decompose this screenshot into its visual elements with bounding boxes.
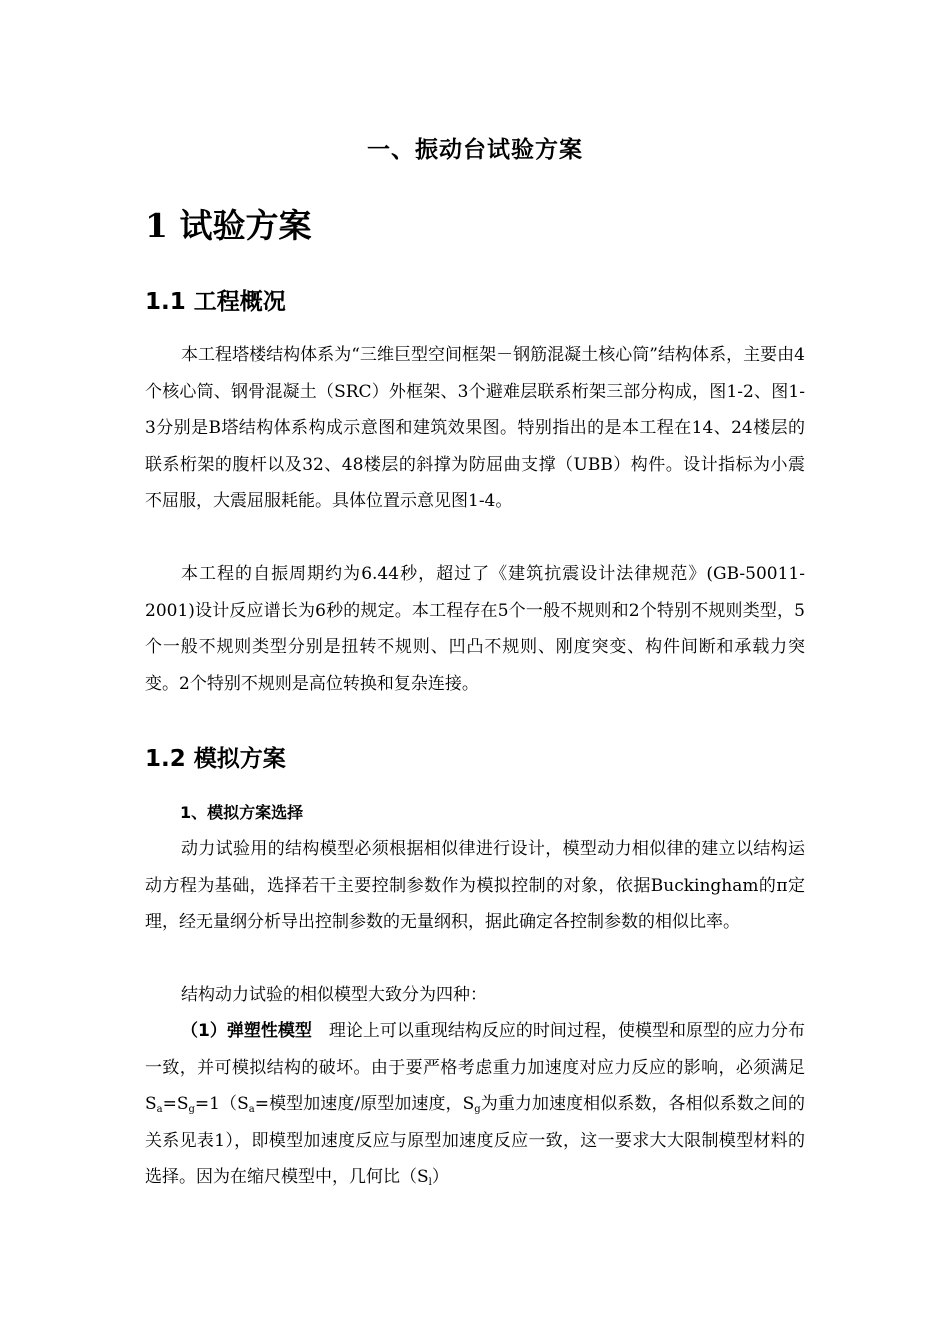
text-run-1: 理论上可以重现结构反应的时间过程，使模型和原型的应力分布一致，并可模拟结构的破坏。由于要严格考虑重力加速度对应力反应的影响，必须满足 (145, 1021, 805, 1078)
text-run-3: =模型加速度/原型加速度，S (254, 1094, 475, 1114)
text-run-5: ） (431, 1167, 449, 1187)
section-heading-1-2: 1.2 模拟方案 (145, 746, 286, 772)
subscript-a: a (156, 1104, 163, 1115)
paragraph-elastoplastic-model (145, 1013, 805, 1196)
paragraph-model-types: 结构动力试验的相似模型大致分为四种： (181, 985, 487, 1005)
subscript-g: g (188, 1104, 195, 1115)
subscript-l: l (428, 1177, 432, 1188)
section-heading-1-1: 1.1 工程概况 (145, 289, 286, 315)
elastoplastic-model-label: （1）弹塑性模型 (181, 1021, 312, 1041)
text-run-2: =1（S (194, 1094, 249, 1114)
subsection-heading: 1、模拟方案选择 (180, 803, 304, 822)
subscript-g-2: g (474, 1104, 481, 1115)
symbol-s: S (145, 1094, 157, 1114)
text-run-4: 为重力加速度相似系数，各相似系数之间的关系见表1），即模型加速度反应与原型加速度反应一致，这一要求大大限制模型材料的选择。因为在缩尺模型中，几何比（S (145, 1094, 806, 1187)
paragraph-overview-1: 本工程塔楼结构体系为“三维巨型空间框架－钢筋混凝土核心筒”结构体系，主要由4个核心筒、钢骨混凝土（SRC）外框架、3个避难层联系桁架三部分构成，图1-2、图1-3分别是B塔结构体系构成示意图和建筑效果图。特别指出的是本工程在14、24楼层的联系桁架的腹杆以及32、48楼层的斜撑为防屈曲支撑（UBB）构件。设计指标为小震不屈服，大震屈服耗能。具体位置示意见图1-4。 (145, 345, 805, 511)
subscript-a-2: a (248, 1104, 255, 1115)
chapter-heading: 1 试验方案 (145, 206, 312, 245)
paragraph-similitude: 动力试验用的结构模型必须根据相似律进行设计，模型动力相似律的建立以结构运动方程为基础，选择若干主要控制参数作为模拟控制的对象，依据Buckingham的π定理，经无量纲分析导出控制参数的无量纲积，据此确定各控制参数的相似比率。 (145, 839, 805, 932)
paragraph-overview-2: 本工程的自振周期约为6.44秒，超过了《建筑抗震设计法律规范》(GB-50011-2001)设计反应谱长为6秒的规定。本工程存在5个一般不规则和2个特别不规则类型，5个一般不规则类型分别是扭转不规则、凹凸不规则、刚度突变、构件间断和承载力突变。2个特别不规则是高位转换和复杂连接。 (145, 564, 805, 694)
document-title: 一、振动台试验方案 (367, 137, 583, 163)
equals-s: =S (162, 1094, 189, 1114)
